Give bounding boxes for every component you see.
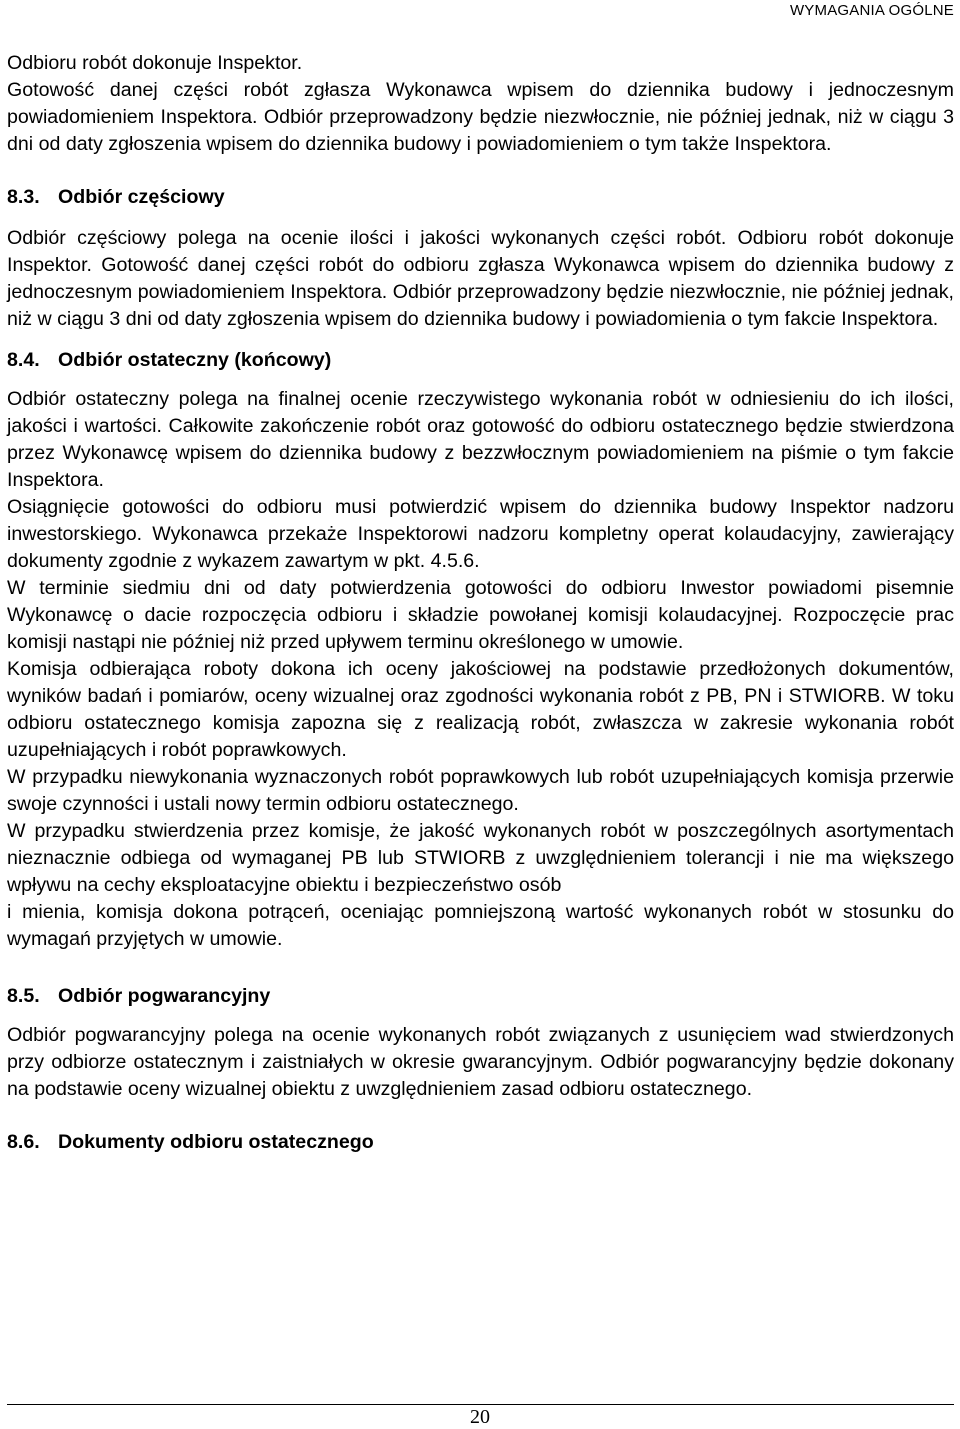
spacer <box>7 374 954 386</box>
section-number: 8.6. <box>7 1131 40 1153</box>
page-number: 20 <box>470 1406 490 1428</box>
section-number: 8.3. <box>7 186 40 208</box>
spacer <box>7 333 954 347</box>
spacer <box>7 158 954 184</box>
section-8-4-paragraph-4: Komisja odbierająca roboty dokona ich oceny jakościowej na podstawie przedłożonych dokumentów, wyników badań i pomiarów, oceny wizualnej oraz zgodności wykonania robót z PB, PN i STWIORB. W toku odbioru ostatecznego komisja zapozna się z realizacją robót, zwłaszcza w zakresie wykonania robót uzupełniających i robót poprawkowych. <box>7 658 954 761</box>
section-8-3-paragraph: Odbiór częściowy polega na ocenie ilości i jakości wykonanych części robót. Odbioru robót dokonuje Inspektor. Gotowość danej części robót do odbioru zgłasza Wykonawca wpisem do dziennika budowy z jednoczesnym powiadomieniem Inspektora. Odbiór przeprowadzony będzie niezwłocznie, nie później jednak, niż w ciągu 3 dni od daty zgłoszenia wpisem do dziennika budowy i powiadomienia o tym fakcie Inspektora. <box>7 227 954 330</box>
page-content <box>7 50 954 1156</box>
section-title: Dokumenty odbioru ostatecznego <box>58 1131 374 1153</box>
section-heading-8-5 <box>7 983 954 1010</box>
section-8-4-paragraph-7: i mienia, komisja dokona potrąceń, oceniając pomniejszoną wartość wykonanych robót w stosunku do wymagań przyjętych w umowie. <box>7 901 954 950</box>
spacer <box>7 1010 954 1022</box>
intro-paragraph-2: Gotowość danej części robót zgłasza Wykonawca wpisem do dziennika budowy i jednoczesnym powiadomieniem Inspektora. Odbiór przeprowadzony będzie niezwłocznie, nie później jednak, niż w ciągu 3 dni od daty zgłoszenia wpisem do dziennika budowy i powiadomieniem o tym także Inspektora. <box>7 79 954 155</box>
footer-rule <box>7 1404 954 1405</box>
section-8-4-paragraph-1: Odbiór ostateczny polega na finalnej ocenie rzeczywistego wykonania robót w odniesieniu do ich ilości, jakości i wartości. Całkowite zakończenie robót oraz gotowość do odbioru ostatecznego będzie stwierdzona przez Wykonawcę wpisem do dziennika budowy z bezzwłocznym powiadomieniem na piśmie o tym fakcie Inspektora. <box>7 388 954 491</box>
intro-paragraph-1: Odbioru robót dokonuje Inspektor. <box>7 52 303 74</box>
spacer <box>7 1103 954 1129</box>
section-title: Odbiór częściowy <box>58 186 225 208</box>
spacer <box>7 211 954 225</box>
section-number: 8.5. <box>7 985 40 1007</box>
section-title: Odbiór ostateczny (końcowy) <box>58 349 332 371</box>
section-heading-8-4 <box>7 347 954 374</box>
running-header: WYMAGANIA OGÓLNE <box>789 2 954 19</box>
spacer <box>7 953 954 983</box>
section-title: Odbiór pogwarancyjny <box>58 985 271 1007</box>
section-number: 8.4. <box>7 349 40 371</box>
section-8-4-paragraph-2: Osiągnięcie gotowości do odbioru musi potwierdzić wpisem do dziennika budowy Inspektor nadzoru inwestorskiego. Wykonawca przekaże Inspektorowi nadzoru kompletny operat kolaudacyjny, zawierający dokumenty zgodnie z wykazem zawartym w pkt. 4.5.6. <box>7 496 954 572</box>
section-8-4-paragraph-6: W przypadku stwierdzenia przez komisje, że jakość wykonanych robót w poszczególnych asortymentach nieznacznie odbiega od wymaganej PB lub STWIORB z uwzględnieniem tolerancji i nie ma większego wpływu na cechy eksploatacyjne obiektu i bezpieczeństwo osób <box>7 820 954 896</box>
section-heading-8-3 <box>7 184 954 211</box>
section-8-4-paragraph-3: W terminie siedmiu dni od daty potwierdzenia gotowości do odbioru Inwestor powiadomi pisemnie Wykonawcę o dacie rozpoczęcia odbioru i składzie powołanej komisji kolaudacyjnej. Rozpoczęcie prac komisji nastąpi nie później niż przed upływem terminu określonego w umowie. <box>7 577 954 653</box>
section-8-5-paragraph: Odbiór pogwarancyjny polega na ocenie wykonanych robót związanych z usunięciem wad stwierdzonych przy odbiorze ostatecznym i zaistniałych w okresie gwarancyjnym. Odbiór pogwarancyjny będzie dokonany na podstawie oceny wizualnej obiektu z uwzględnieniem zasad odbioru ostatecznego. <box>7 1024 954 1100</box>
section-8-4-paragraph-5: W przypadku niewykonania wyznaczonych robót poprawkowych lub robót uzupełniających komisja przerwie swoje czynności i ustali nowy termin odbioru ostatecznego. <box>7 766 954 815</box>
section-heading-8-6 <box>7 1129 954 1156</box>
